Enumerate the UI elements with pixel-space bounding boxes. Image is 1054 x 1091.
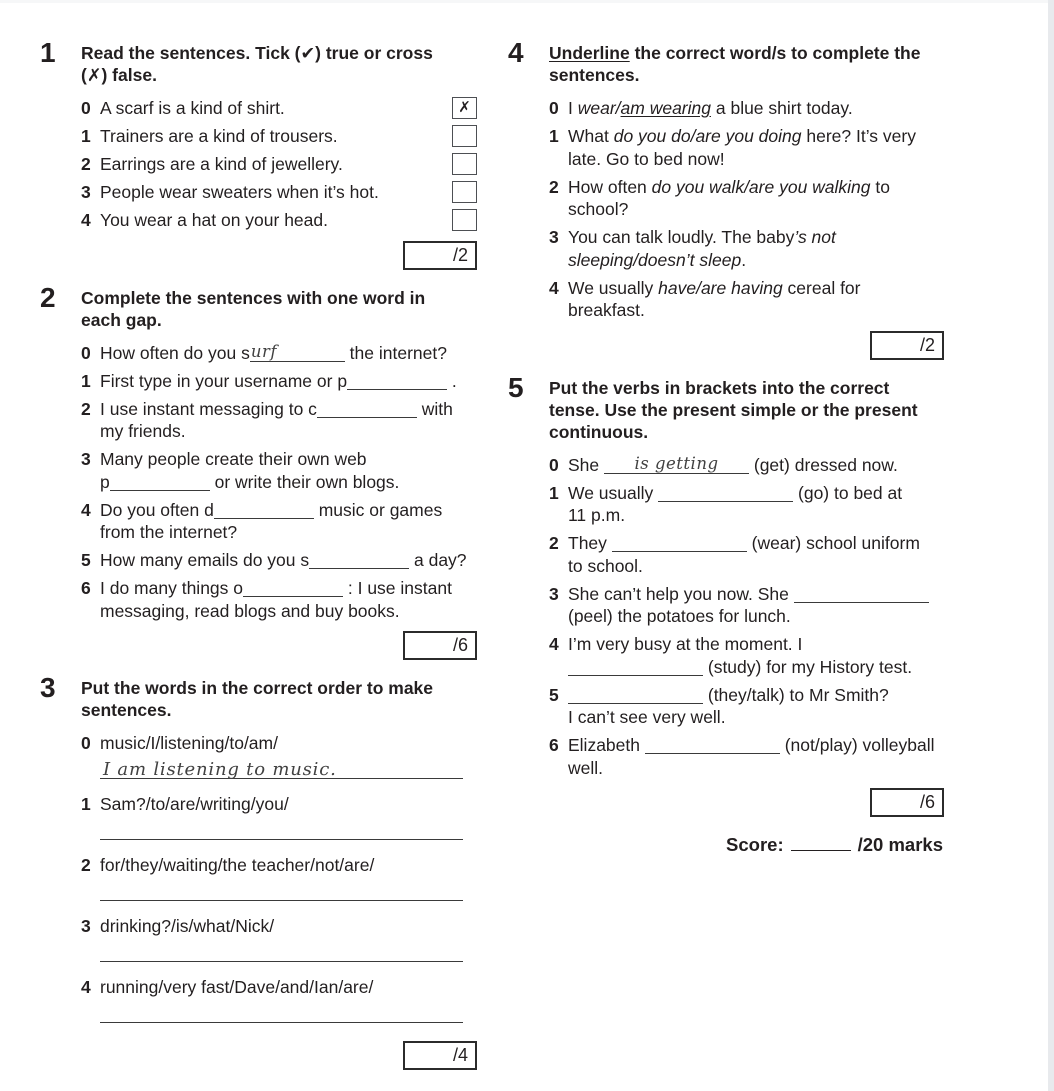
item-text <box>100 398 468 443</box>
item-text <box>568 734 936 779</box>
item-number: 2 <box>81 855 91 875</box>
text: here? It’s very late. Go to bed now! <box>568 126 916 169</box>
text: Trainers are a kind of trousers. <box>100 126 338 146</box>
text: What <box>568 126 614 146</box>
text: for/they/waiting/the teacher/not/are/ <box>100 855 375 875</box>
underlined-choice-text: am wearing <box>620 98 711 118</box>
text: music or games from the internet? <box>100 499 443 542</box>
exercise-items <box>40 342 477 623</box>
text: A scarf is a kind of shirt. <box>100 98 285 118</box>
exercise-header <box>40 37 477 86</box>
text: . <box>741 249 747 270</box>
answer-writing-line[interactable] <box>100 1002 463 1023</box>
item-number: 3 <box>549 227 559 247</box>
item-number: 1 <box>81 370 91 391</box>
answer-blank[interactable] <box>645 741 780 754</box>
text: drinking?/is/what/Nick/ <box>100 916 275 936</box>
answer-blank[interactable] <box>243 584 343 597</box>
item-text <box>568 454 936 477</box>
text: (peel) the potatoes for lunch. <box>568 606 791 626</box>
blank-prefix-letter: p <box>337 370 348 391</box>
exercise-item <box>549 97 944 120</box>
text: a blue shirt today. <box>711 98 853 118</box>
exercise-item <box>549 277 944 322</box>
item-text <box>568 125 936 170</box>
item-number: 1 <box>81 126 91 146</box>
exercise-item <box>81 153 477 176</box>
exercise-item <box>81 499 477 544</box>
item-number: 4 <box>81 499 91 520</box>
item-text <box>568 583 936 628</box>
exercise-number: 2 <box>40 281 55 313</box>
answer-blank[interactable] <box>250 342 345 362</box>
final-score-line <box>508 834 944 856</box>
text: I use instant messaging to <box>100 398 309 419</box>
text: How many emails do you <box>100 550 301 570</box>
score-row <box>40 631 477 660</box>
item-text <box>100 577 468 622</box>
exercise-item <box>81 976 477 1032</box>
text: (not/play) volleyball well. <box>568 735 935 778</box>
text: She can’t help you now. She <box>568 583 794 604</box>
exercise-item <box>549 176 944 221</box>
exercise-header <box>40 672 477 721</box>
answer-writing-line[interactable] <box>100 758 463 779</box>
item-text <box>100 181 444 204</box>
score-label: Score: <box>726 834 784 855</box>
item-text <box>100 732 468 788</box>
exercise-title <box>549 377 929 443</box>
exercise-items <box>40 97 477 232</box>
italic-choice-text: do you walk/are you walking <box>651 176 871 197</box>
text: (get) dressed now. <box>749 454 898 475</box>
blank-prefix-letter: s <box>300 550 310 570</box>
item-text <box>568 97 936 120</box>
item-text <box>100 125 444 148</box>
exercise-title <box>81 677 461 721</box>
item-number: 4 <box>549 277 559 298</box>
item-number: 2 <box>549 533 559 553</box>
exercise-item <box>81 448 477 493</box>
exercise-item <box>81 342 477 365</box>
text: (study) for my History test. <box>703 656 913 677</box>
exercise-3 <box>40 672 477 1070</box>
score-row <box>508 788 944 817</box>
item-number: 1 <box>549 482 559 503</box>
answer-blank[interactable] <box>612 539 747 552</box>
exercise-item <box>549 633 944 678</box>
text: Put the verbs in brackets into the correct tense. Use the present simple or the present continuous. <box>549 377 918 442</box>
exercise-header <box>508 371 944 443</box>
italic-choice-text: wear/ <box>577 98 621 118</box>
text: How often <box>568 176 652 197</box>
handwritten-answer: is getting <box>634 454 719 473</box>
gap-group <box>568 657 703 677</box>
item-text <box>100 97 444 120</box>
text: Earrings are a kind of jewellery. <box>100 154 343 174</box>
exercise-item <box>549 454 944 477</box>
text: 11 p.m. <box>568 505 626 525</box>
text: (go) to bed at <box>793 482 903 503</box>
item-text <box>100 976 468 1032</box>
exercise-item <box>549 482 944 527</box>
gap-group <box>300 550 409 570</box>
gap-group <box>241 343 345 363</box>
gap-group <box>233 578 343 598</box>
italic-choice-text: do you do/are you doing <box>613 126 802 146</box>
answer-blank[interactable] <box>110 478 210 491</box>
text: (wear) school uniform to school. <box>568 533 920 576</box>
underlined-word: Underline <box>549 43 630 63</box>
exercise-item <box>81 577 477 622</box>
text: Read the sentences. Tick (✔) true or cross (✗) false. <box>81 43 433 85</box>
score-box[interactable]: /4 <box>403 1041 477 1070</box>
item-number: 4 <box>549 634 559 654</box>
item-text <box>100 370 468 393</box>
gap-group <box>568 685 703 705</box>
exercise-item <box>81 370 477 393</box>
blank-prefix-letter: d <box>204 499 214 520</box>
item-text <box>568 532 936 577</box>
italic-choice-text: ’s not sleeping/doesn’t sleep <box>568 227 836 270</box>
text: . <box>447 370 457 391</box>
text: Elizabeth <box>568 735 645 755</box>
answer-writing-line[interactable] <box>100 819 463 840</box>
text: music/I/listening/to/am/ <box>100 733 278 753</box>
gap-group <box>308 399 417 419</box>
item-text <box>100 854 468 910</box>
exercise-title <box>81 42 461 86</box>
exercise-item <box>81 915 477 971</box>
score-row <box>40 241 477 270</box>
text: or write their own blogs. <box>209 471 400 492</box>
true-false-checkbox[interactable]: ✗ <box>452 97 477 119</box>
item-number: 6 <box>549 735 559 755</box>
exercise-items <box>40 732 477 1032</box>
exercise-number: 5 <box>508 371 523 403</box>
exercise-items <box>508 97 944 322</box>
exercise-item <box>81 854 477 910</box>
exercise-1 <box>40 37 477 270</box>
item-text <box>100 342 468 365</box>
item-number: 1 <box>549 126 559 146</box>
answer-blank[interactable] <box>309 556 409 569</box>
page-top-edge <box>0 0 1054 3</box>
score-row <box>508 331 944 360</box>
italic-choice-text: have/are having <box>658 277 783 298</box>
score-writing-blank[interactable] <box>791 846 851 851</box>
item-number: 5 <box>81 550 91 570</box>
gap-group <box>794 584 929 604</box>
item-text <box>100 549 468 572</box>
item-text <box>568 226 936 271</box>
answer-blank[interactable] <box>214 506 314 519</box>
exercise-item <box>81 181 477 204</box>
text: I do many things <box>100 578 234 598</box>
score-box[interactable]: /6 <box>403 631 477 660</box>
item-text <box>568 684 936 729</box>
text: We usually <box>568 482 659 503</box>
blank-prefix-letter: s <box>241 342 250 363</box>
item-number: 5 <box>549 684 559 705</box>
true-false-checkbox[interactable] <box>452 181 477 203</box>
item-text <box>100 915 468 971</box>
exercise-item <box>549 734 944 779</box>
item-number: 3 <box>81 182 91 202</box>
score-box[interactable]: /2 <box>403 241 477 270</box>
exercise-header <box>508 37 944 86</box>
item-number: 0 <box>81 342 91 363</box>
text: I’m very busy at the moment. I <box>568 634 803 654</box>
item-text <box>568 482 936 527</box>
answer-blank[interactable] <box>604 454 749 474</box>
text: People wear sweaters when it’s hot. <box>100 182 379 202</box>
answer-blank[interactable] <box>568 691 703 704</box>
gap-group <box>337 371 447 391</box>
gap-group <box>604 455 749 475</box>
text: Sam?/to/are/writing/you/ <box>100 794 289 814</box>
answer-blank[interactable] <box>347 377 447 390</box>
text: cereal for breakfast. <box>568 277 861 320</box>
item-number: 0 <box>549 454 559 475</box>
exercise-item <box>549 532 944 577</box>
text: I can’t see very well. <box>568 707 726 727</box>
text: Complete the sentences with one word in each gap. <box>81 287 426 330</box>
exercise-item <box>81 793 477 849</box>
exercise-item <box>549 226 944 271</box>
text: How often do you <box>100 342 242 363</box>
exercise-number: 3 <box>40 672 55 703</box>
exercise-5 <box>508 371 944 818</box>
exercise-item <box>81 209 477 232</box>
item-number: 0 <box>549 98 559 118</box>
item-text <box>100 793 468 849</box>
answer-blank[interactable] <box>317 405 417 418</box>
text: I <box>568 98 578 118</box>
text: (they/talk) to Mr Smith? <box>703 684 889 705</box>
handwritten-answer: urf <box>250 342 277 361</box>
exercise-items <box>508 454 944 780</box>
text: to school? <box>568 176 890 219</box>
item-number: 2 <box>81 398 91 419</box>
text: She <box>568 454 604 475</box>
answer-writing-line[interactable] <box>100 880 463 901</box>
item-text <box>568 176 936 221</box>
true-false-checkbox[interactable] <box>452 125 477 147</box>
item-text <box>568 277 936 322</box>
blank-prefix-letter: p <box>100 471 110 492</box>
score-box[interactable]: /6 <box>870 788 944 817</box>
text: Put the words in the correct order to make sentences. <box>81 678 434 720</box>
item-number: 3 <box>81 916 91 936</box>
score-box[interactable]: /2 <box>870 331 944 360</box>
item-text <box>100 499 468 544</box>
blank-prefix-letter: o <box>233 578 244 598</box>
answer-blank[interactable] <box>794 590 929 603</box>
text: running/very fast/Dave/and/Ian/are/ <box>100 977 374 997</box>
exercise-header <box>40 281 477 331</box>
item-number: 4 <box>81 210 91 230</box>
text: They <box>568 533 612 553</box>
exercise-item <box>81 97 477 120</box>
answer-writing-line[interactable] <box>100 941 463 962</box>
text: the internet? <box>344 342 447 363</box>
item-number: 4 <box>81 977 91 997</box>
item-text <box>568 633 936 678</box>
text: a day? <box>409 550 467 570</box>
exercise-4 <box>508 37 944 360</box>
item-text <box>100 448 468 493</box>
exercise-number: 1 <box>40 37 55 68</box>
text: : I use instant messaging, read blogs and buy books. <box>100 578 452 621</box>
item-number: 1 <box>81 794 91 814</box>
score-row <box>40 1041 477 1070</box>
gap-group <box>645 735 780 755</box>
text: You can talk loudly. The baby <box>568 227 795 247</box>
text: the correct word/s to complete the sentences. <box>549 43 921 85</box>
score-total: /20 marks <box>857 834 943 855</box>
item-number: 2 <box>549 176 559 197</box>
item-number: 0 <box>81 98 91 118</box>
exercise-2 <box>40 281 477 661</box>
blank-prefix-letter: c <box>308 398 317 419</box>
left-column <box>40 37 477 1087</box>
exercise-item <box>549 583 944 628</box>
exercise-item <box>81 125 477 148</box>
gap-group <box>100 472 210 492</box>
exercise-item <box>81 549 477 572</box>
gap-group <box>612 533 747 553</box>
gap-group <box>658 483 793 503</box>
item-number: 0 <box>81 733 91 753</box>
exercise-number: 4 <box>508 37 523 68</box>
item-number: 6 <box>81 578 91 598</box>
item-number: 3 <box>549 583 559 604</box>
item-number: 2 <box>81 154 91 174</box>
answer-blank[interactable] <box>658 489 793 502</box>
text: Many people create their own web <box>100 449 367 469</box>
item-text <box>100 209 444 232</box>
text: You wear a hat on your head. <box>100 210 328 230</box>
answer-blank[interactable] <box>568 663 703 676</box>
true-false-checkbox[interactable] <box>452 153 477 175</box>
text: We usually <box>568 277 659 298</box>
exercise-title <box>81 287 461 331</box>
exercise-item <box>549 684 944 729</box>
item-number: 3 <box>81 449 91 469</box>
right-column <box>508 37 944 1087</box>
text: with my friends. <box>100 398 453 441</box>
gap-group <box>204 500 314 520</box>
true-false-checkbox[interactable] <box>452 209 477 231</box>
exercise-item <box>81 398 477 443</box>
handwritten-answer: I am listening to music. <box>103 759 337 780</box>
exercise-title <box>549 42 929 86</box>
exercise-item <box>549 125 944 170</box>
exercise-item <box>81 732 477 788</box>
text: Do you often <box>100 499 205 520</box>
text: First type in your username or <box>100 370 338 391</box>
item-text <box>100 153 444 176</box>
page-right-edge <box>1048 0 1054 1091</box>
